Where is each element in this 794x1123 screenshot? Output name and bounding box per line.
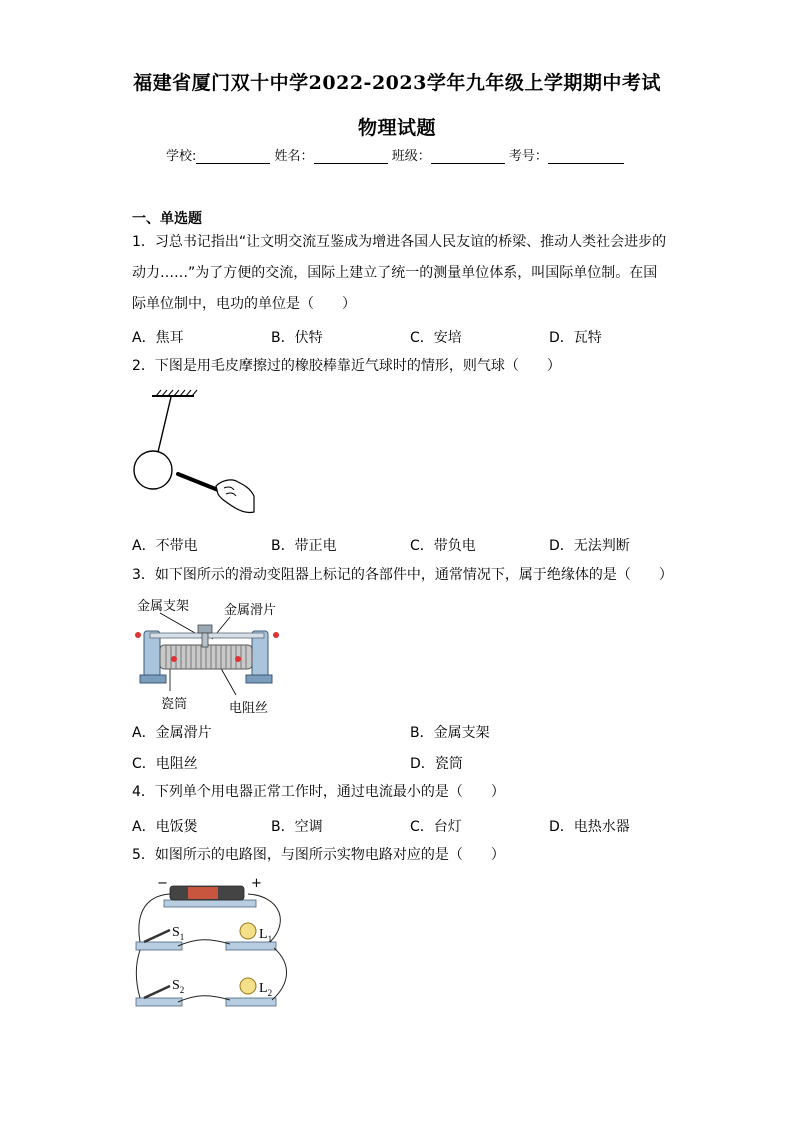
lamp-l2-label: $L_2$ — [259, 981, 273, 998]
class-label: 班级： — [391, 149, 431, 164]
school-label: 学校: — [166, 149, 197, 164]
balloon-rod-figure — [128, 388, 258, 523]
name-blank[interactable] — [314, 149, 388, 164]
question-1-line-2: 动力……”为了方便的交流，国际上建立了统一的测量单位体系，叫国际单位制。在国 — [132, 265, 658, 281]
question-3-text: 3．如下图所示的滑动变阻器上标记的各部件中，通常情况下，属于绝缘体的是（ ） — [132, 567, 673, 583]
q3-option-c[interactable]: C．电阻丝 — [132, 756, 198, 772]
q2-option-b[interactable]: B．带正电 — [271, 538, 337, 554]
q2-option-d[interactable]: D．无法判断 — [549, 538, 630, 554]
switch-s2-label: $S_2$ — [172, 978, 185, 995]
switch-s1-label: $S_1$ — [172, 925, 185, 942]
q3-option-b[interactable]: B．金属支架 — [410, 725, 490, 741]
circuit-figure — [130, 878, 300, 1013]
question-4-text: 4．下列单个用电器正常工作时，通过电流最小的是（ ） — [132, 784, 505, 800]
school-blank[interactable] — [196, 149, 270, 164]
battery-plus-label: + — [251, 876, 262, 891]
q4-option-b[interactable]: B．空调 — [271, 819, 323, 835]
label-metal-slider: 金属滑片 — [224, 603, 277, 618]
q2-option-a[interactable]: A．不带电 — [132, 538, 198, 554]
label-resistance-wire: 电阻丝 — [229, 701, 269, 716]
question-2-text: 2．下图是用毛皮摩擦过的橡胶棒靠近气球时的情形，则气球（ ） — [132, 358, 561, 374]
label-metal-frame: 金属支架 — [137, 599, 190, 614]
q4-option-c[interactable]: C．台灯 — [410, 819, 462, 835]
q4-option-d[interactable]: D．电热水器 — [549, 819, 630, 835]
section-title: 一、单选题 — [132, 211, 202, 227]
q1-option-a[interactable]: A．焦耳 — [132, 330, 184, 346]
q4-option-a[interactable]: A．电饭煲 — [132, 819, 198, 835]
exam-title: 福建省厦门双十中学2022-2023学年九年级上学期期中考试 — [133, 72, 661, 94]
exam-number-blank[interactable] — [548, 149, 624, 164]
class-blank[interactable] — [431, 149, 505, 164]
exam-number-label: 考号： — [508, 149, 548, 164]
question-1-line-1: 1．习总书记指出“让文明交流互鉴成为增进各国人民友谊的桥梁、推动人类社会进步的 — [132, 234, 667, 250]
q3-option-d[interactable]: D．瓷筒 — [410, 756, 463, 772]
question-1-line-3: 际单位制中，电功的单位是（ ） — [132, 296, 356, 312]
q3-option-a[interactable]: A．金属滑片 — [132, 725, 212, 741]
question-5-text: 5．如图所示的电路图，与图所示实物电路对应的是（ ） — [132, 847, 505, 863]
name-label: 姓名： — [274, 149, 314, 164]
lamp-l1-label: $L_1$ — [259, 927, 273, 944]
label-porcelain-tube: 瓷筒 — [161, 697, 188, 712]
q1-option-c[interactable]: C．安培 — [410, 330, 462, 346]
exam-subtitle: 物理试题 — [357, 117, 436, 139]
q1-option-d[interactable]: D．瓦特 — [549, 330, 602, 346]
rheostat-figure — [130, 605, 285, 700]
q2-option-c[interactable]: C．带负电 — [410, 538, 476, 554]
q1-option-b[interactable]: B．伏特 — [271, 330, 323, 346]
student-info-row — [166, 145, 624, 164]
battery-minus-label: − — [157, 876, 168, 891]
